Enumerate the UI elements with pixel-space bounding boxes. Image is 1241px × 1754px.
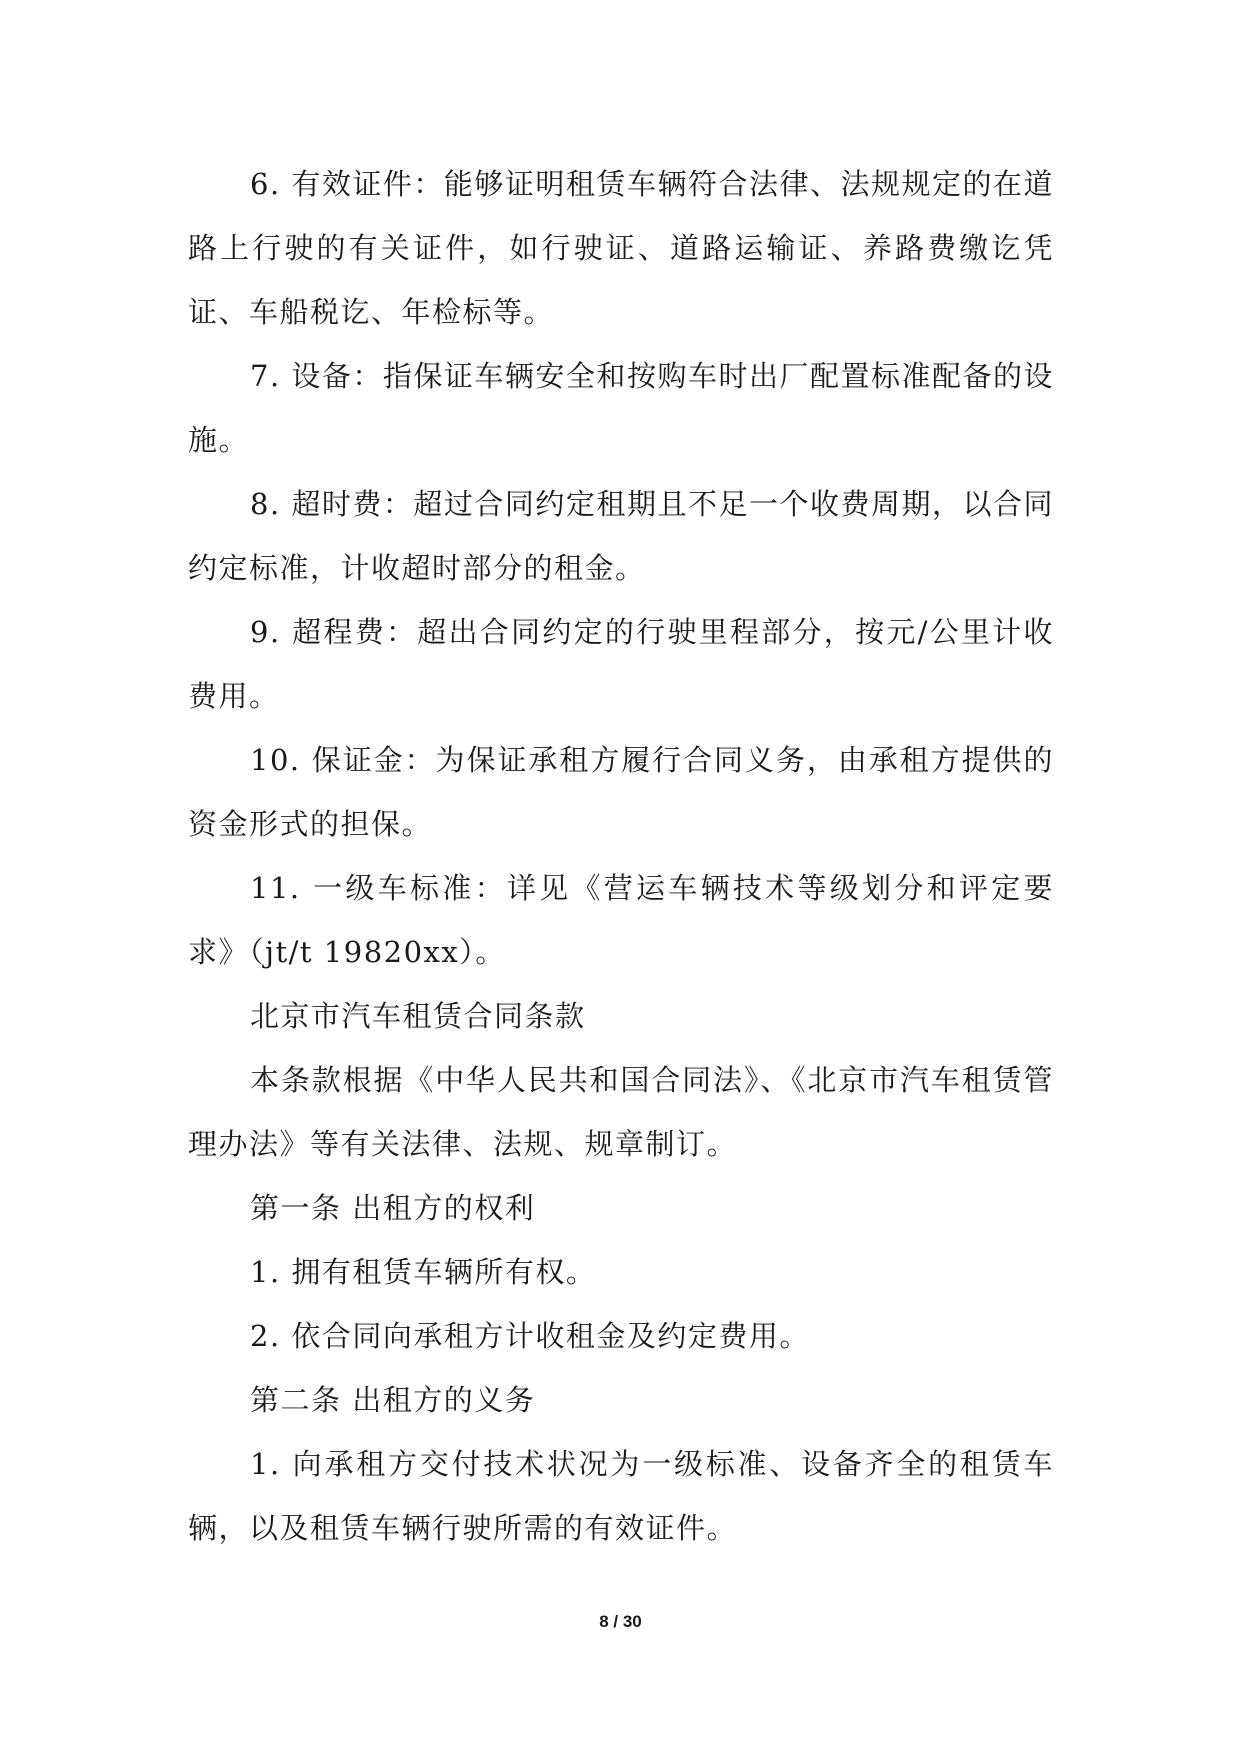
article-1-item-2: 2. 依合同向承租方计收租金及约定费用。 [250,1319,810,1353]
article-1-item-1: 1. 拥有租赁车辆所有权。 [250,1255,597,1289]
paragraph-definition-8: 8. 超时费：超过合同约定租期且不足一个收费周期，以合同约定标准，计收超时部分的租金。 [188,487,1054,585]
paragraph-definition-6: 6. 有效证件：能够证明租赁车辆符合法律、法规规定的在道路上行驶的有关证件，如行驶证、道路运输证、养路费缴讫凭证、车船税讫、年检标等。 [188,167,1054,329]
article-2-item-1: 1. 向承租方交付技术状况为一级标准、设备齐全的租赁车辆，以及租赁车辆行驶所需的有效证件。 [188,1447,1054,1545]
document-body [188,152,1054,1560]
paragraph-preamble: 本条款根据《中华人民共和国合同法》、《北京市汽车租赁管理办法》等有关法律、法规、规章制订。 [188,1063,1054,1161]
article-2-heading: 第二条 出租方的义务 [250,1383,536,1417]
section-title: 北京市汽车租赁合同条款 [250,999,586,1033]
article-1-heading: 第一条 出租方的权利 [250,1191,536,1225]
paragraph-definition-10: 10. 保证金：为保证承租方履行合同义务，由承租方提供的资金形式的担保。 [188,743,1054,841]
page-number: 8 / 30 [599,1612,642,1631]
paragraph-definition-11: 11. 一级车标准：详见《营运车辆技术等级划分和评定要求》（jt/t 19820xx）。 [188,871,1054,969]
paragraph-definition-7: 7. 设备：指保证车辆安全和按购车时出厂配置标准配备的设施。 [188,359,1054,457]
paragraph-definition-9: 9. 超程费：超出合同约定的行驶里程部分，按元/公里计收费用。 [188,615,1054,713]
